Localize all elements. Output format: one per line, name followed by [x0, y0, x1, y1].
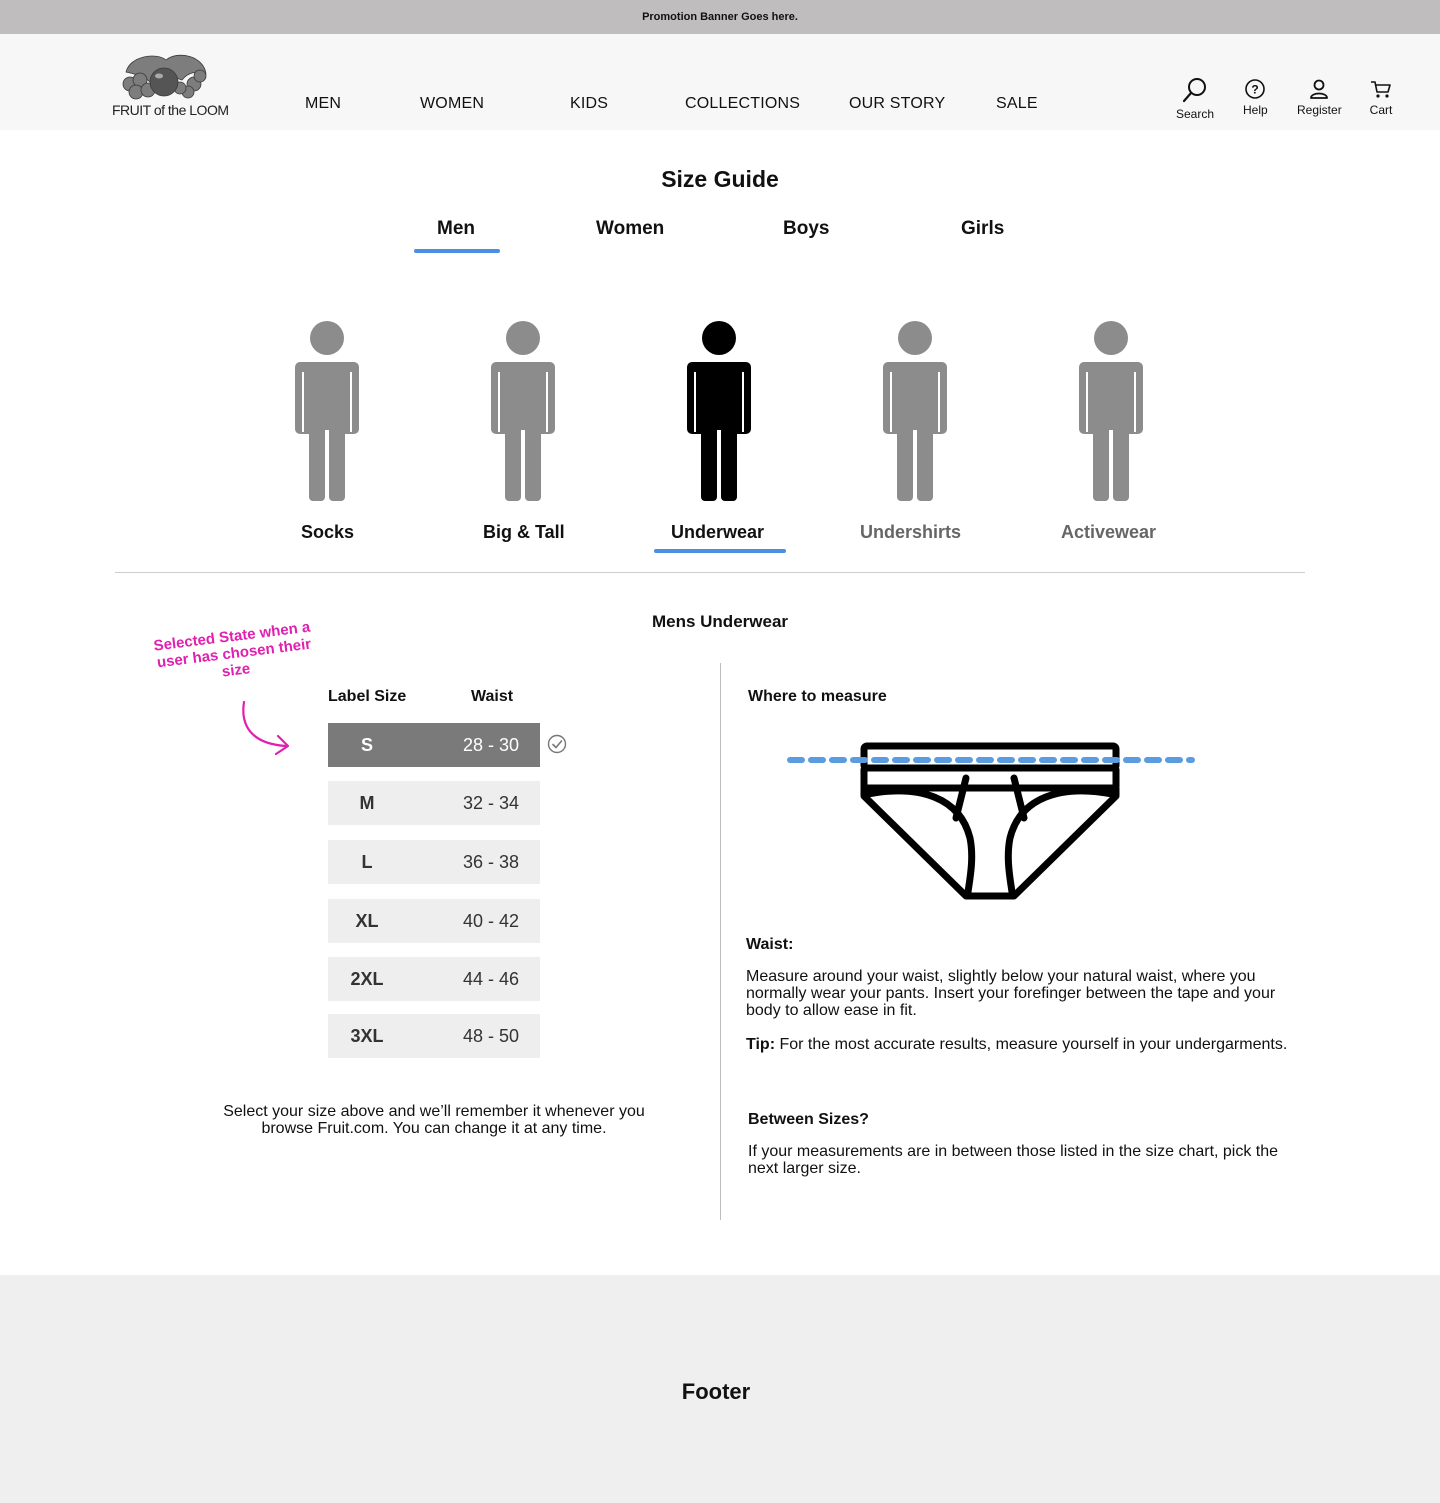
page-title: Size Guide [661, 166, 779, 192]
user-icon [1308, 78, 1330, 100]
waist-range: 28 - 30 [462, 735, 520, 755]
tip-body: For the most accurate results, measure yourself in your undergarments. [779, 1036, 1288, 1053]
person-figure-undershirts-icon[interactable] [883, 320, 947, 502]
search-label: Search [1176, 107, 1215, 121]
waist-instructions: Measure around your waist, slightly below your natural waist, where you normally wear your pants. Insert your forefinger between the tape and your body to allow ease in fit. [746, 968, 1276, 1019]
tab-girls[interactable]: Girls [961, 218, 1005, 239]
size-label: 2XL [350, 969, 384, 989]
label-size-header: Label Size [328, 688, 407, 705]
size-label: S [360, 735, 373, 755]
nav-men[interactable]: MEN [305, 95, 342, 112]
between-sizes-heading: Between Sizes? [748, 1111, 869, 1128]
briefs-measure-icon [780, 738, 1200, 903]
tab-men[interactable]: Men [437, 218, 475, 239]
waist-range: 44 - 46 [462, 969, 520, 989]
search-button[interactable] [1176, 76, 1214, 121]
check-circle-icon [547, 734, 567, 754]
category-socks[interactable]: Socks [301, 522, 355, 542]
cart-icon [1369, 78, 1393, 100]
waist-range: 32 - 34 [462, 793, 520, 813]
tab-selected-indicator [414, 249, 500, 253]
size-label: 3XL [350, 1026, 384, 1046]
help-button[interactable] [1243, 78, 1268, 117]
person-figure-activewear-icon[interactable] [1079, 320, 1143, 502]
site-footer [0, 1275, 1440, 1503]
column-divider [720, 663, 721, 1220]
site-header [0, 34, 1440, 130]
waist-heading: Waist: [746, 936, 794, 953]
size-row-2xl[interactable] [328, 957, 540, 1001]
register-button[interactable] [1297, 78, 1342, 117]
section-title: Mens Underwear [651, 612, 789, 631]
svg-text:?: ? [1251, 82, 1260, 97]
promo-text: Promotion Banner Goes here. [642, 11, 798, 23]
person-figure-big-tall-icon[interactable] [491, 320, 555, 502]
cart-label: Cart [1369, 103, 1393, 117]
annotation-arrow-icon [236, 698, 300, 764]
nav-kids[interactable]: KIDS [570, 95, 609, 112]
tip-text [746, 1036, 1326, 1053]
cart-button[interactable] [1369, 78, 1393, 117]
category-big-tall[interactable]: Big & Tall [483, 522, 565, 542]
where-to-measure-title: Where to measure [748, 688, 887, 705]
nav-sale[interactable]: SALE [996, 95, 1038, 112]
between-sizes-text: If your measurements are in between those listed in the size chart, pick the next larger size. [748, 1143, 1279, 1177]
size-row-l[interactable] [328, 840, 540, 884]
category-selected-indicator [654, 549, 786, 553]
nav-collections[interactable]: COLLECTIONS [685, 95, 801, 112]
footer-text: Footer [681, 1379, 751, 1404]
waist-range: 48 - 50 [462, 1026, 520, 1046]
tab-boys[interactable]: Boys [783, 218, 830, 239]
size-memory-note: Select your size above and we’ll remember it whenever you browse Fruit.com. You can change it at any time. [223, 1103, 645, 1137]
tab-women[interactable]: Women [596, 218, 665, 239]
waist-range: 40 - 42 [462, 911, 520, 931]
help-label: Help [1243, 103, 1268, 117]
section-divider [115, 572, 1305, 573]
help-icon [1244, 78, 1266, 100]
size-row-m[interactable] [328, 781, 540, 825]
search-icon [1181, 76, 1209, 104]
size-label: XL [355, 911, 379, 931]
size-label: M [359, 793, 375, 813]
category-underwear[interactable]: Underwear [671, 522, 765, 542]
waist-header: Waist [471, 688, 514, 705]
selected-state-annotation: Selected State when a user has chosen their size [152, 618, 312, 681]
nav-women[interactable]: WOMEN [420, 95, 485, 112]
person-figure-underwear-icon[interactable] [687, 320, 751, 502]
person-figure-socks-icon[interactable] [295, 320, 359, 502]
size-label: L [361, 852, 373, 872]
size-row-s[interactable] [328, 723, 540, 767]
waist-range: 36 - 38 [462, 852, 520, 872]
category-activewear[interactable]: Activewear [1061, 522, 1157, 542]
promo-banner [0, 0, 1440, 34]
nav-our-story[interactable]: OUR STORY [849, 95, 946, 112]
register-label: Register [1297, 103, 1342, 117]
size-row-xl[interactable] [328, 899, 540, 943]
category-undershirts[interactable]: Undershirts [860, 522, 962, 542]
logo-text: FRUIT of the LOOM [112, 102, 229, 118]
tip-label: Tip: [746, 1036, 776, 1053]
size-row-3xl[interactable] [328, 1014, 540, 1058]
